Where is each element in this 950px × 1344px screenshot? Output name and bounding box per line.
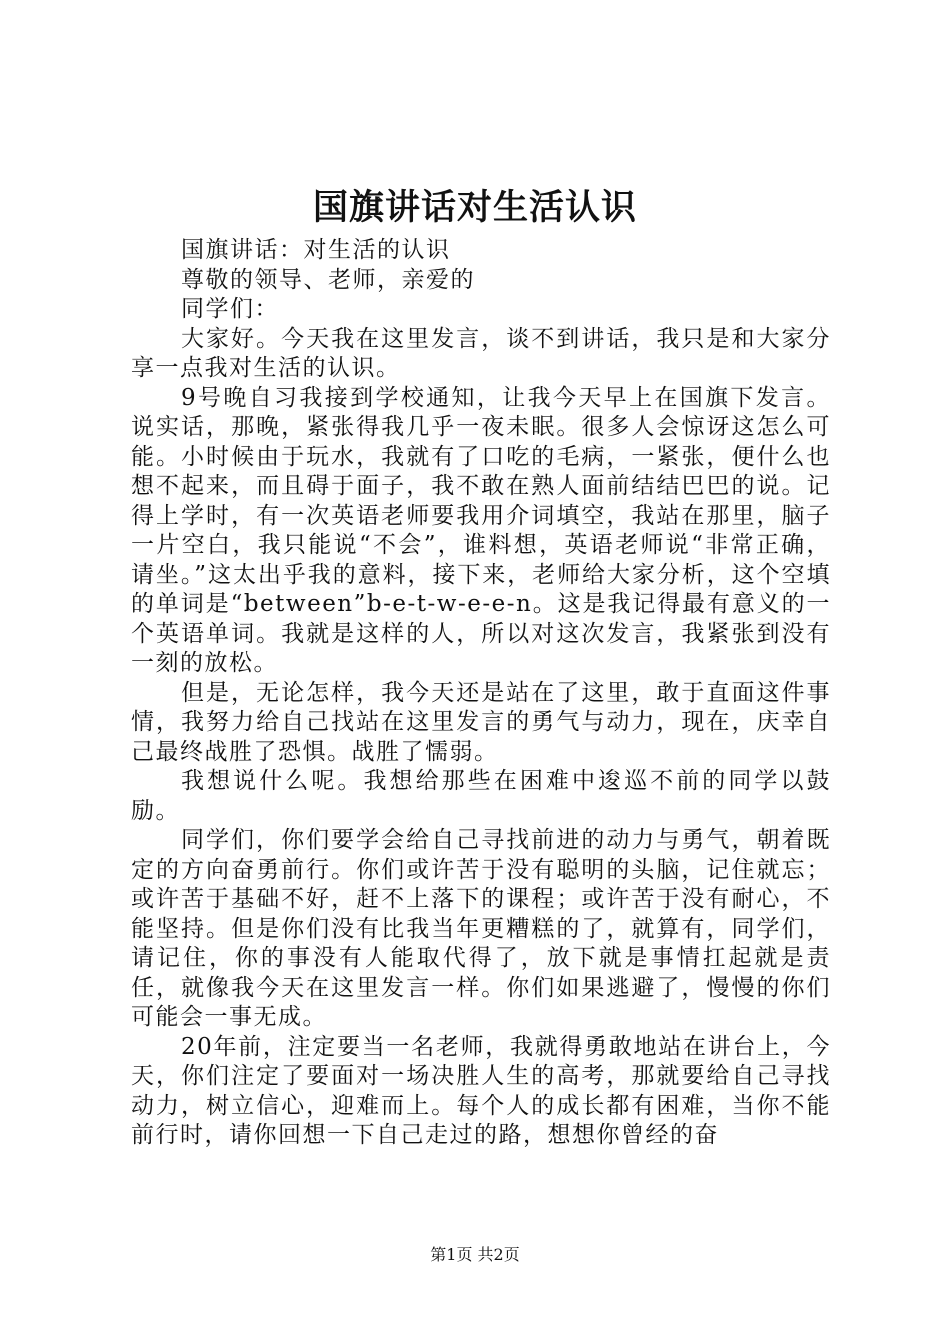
paragraph: 国旗讲话：对生活的认识 <box>181 237 451 263</box>
page-footer: 第1页 共2页 <box>430 1245 520 1264</box>
paragraph: 但是，无论怎样，我今天还是站在了这里，敢于直面这件事情，我努力给自己找站在这里发言的勇气与动力，现在，庆幸自己最终战胜了恐惧。战胜了懦弱。 <box>131 679 831 765</box>
paragraph: 同学们： <box>181 296 279 322</box>
paragraph: 20年前，注定要当一名老师，我就得勇敢地站在讲台上，今天，你们注定了要面对一场决胜人生的高考，那就要给自己寻找动力，树立信心，迎难而上。每个人的成长都有困难，当你不能前行时，请你回想一下自己走过的路，想想你曾经的奋 <box>131 1033 831 1148</box>
paragraph: 同学们，你们要学会给自己寻找前进的动力与勇气，朝着既定的方向奋勇前行。你们或许苦于没有聪明的头脑，记住就忘；或许苦于基础不好，赶不上落下的课程；或许苦于没有耐心，不能坚持。但是你们没有比我当年更糟糕的了，就算有，同学们，请记住，你的事没有人能取代得了，放下就是事情扛起就是责任，就像我今天在这里发言一样。你们如果逃避了，慢慢的你们可能会一事无成。 <box>131 827 831 1030</box>
paragraph: 我想说什么呢。我想给那些在困难中逡巡不前的同学以鼓励。 <box>131 768 831 824</box>
document-body <box>131 236 831 1151</box>
document-title: 国旗讲话对生活认识 <box>312 187 637 228</box>
paragraph: 9号晚自习我接到学校通知，让我今天早上在国旗下发言。说实话，那晚，紧张得我几乎一夜未眠。很多人会惊讶这怎么可能。小时候由于玩水，我就有了口吃的毛病，一紧张，便什么也想不起来，而且碍于面子，我不敢在熟人面前结结巴巴的说。记得上学时，有一次英语老师要我用介词填空，我站在那里，脑子一片空白，我只能说“不会”，谁料想，英语老师说“非常正确，请坐。”这太出乎我的意料，接下来，老师给大家分析，这个空填的单词是“between”b-e-t-w-e-e-n。这是我记得最有意义的一个英语单词。我就是这样的人，所以对这次发言，我紧张到没有一刻的放松。 <box>131 384 831 676</box>
paragraph: 尊敬的领导、老师，亲爱的 <box>181 266 475 293</box>
paragraph: 大家好。今天我在这里发言，谈不到讲话，我只是和大家分享一点我对生活的认识。 <box>131 325 831 381</box>
